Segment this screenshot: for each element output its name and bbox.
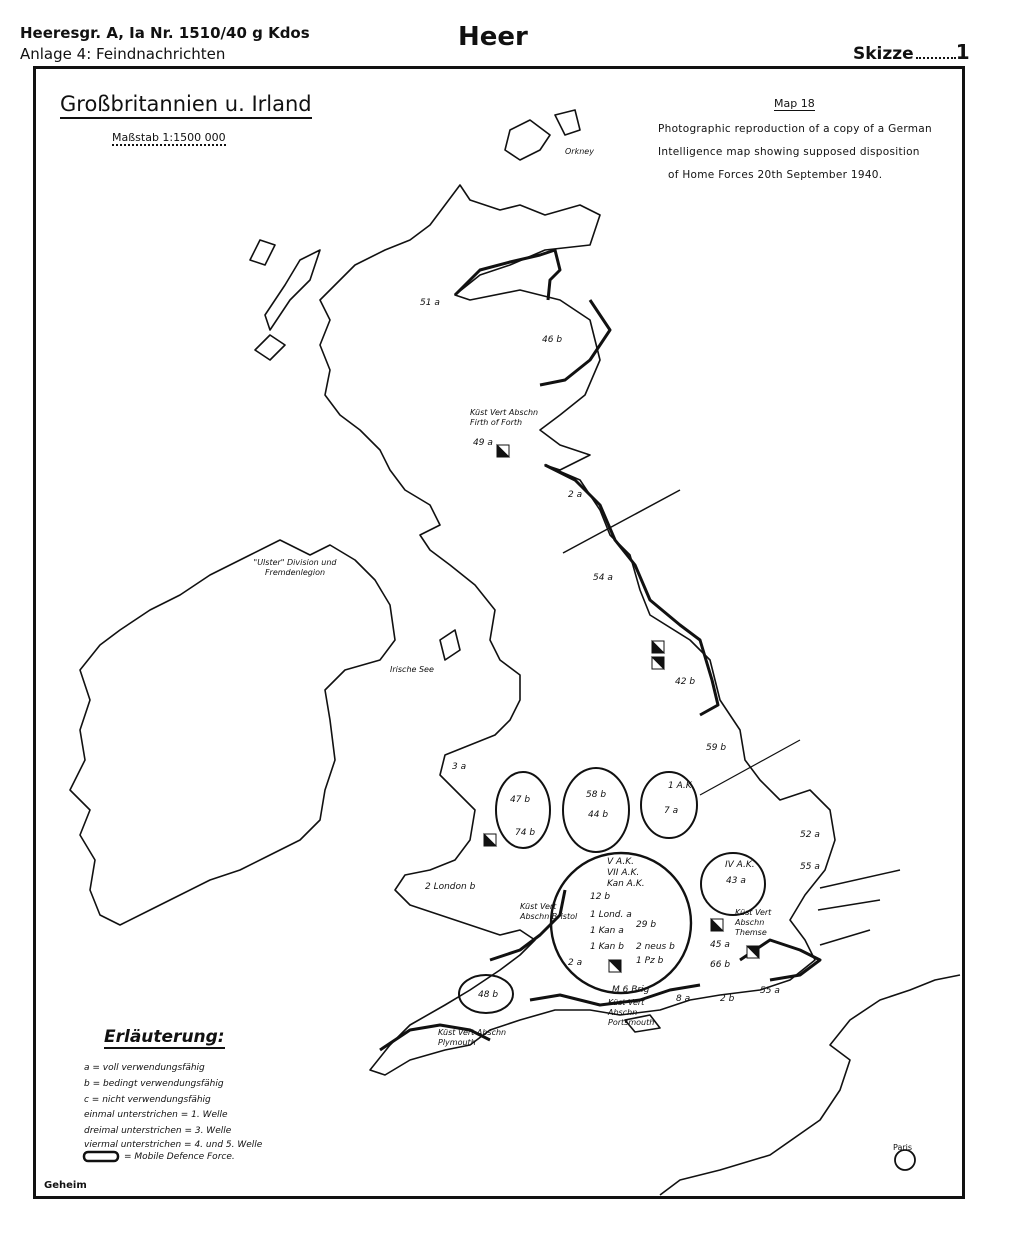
unit-label: 2 b	[720, 994, 735, 1004]
unit-label: 1 Kan b	[590, 942, 624, 952]
unit-label: 1 Lond. a	[590, 910, 632, 920]
map-title: Großbritannien u. Irland	[60, 92, 312, 119]
sketch-label-text: Skizze	[853, 44, 914, 64]
unit-label: 2 a	[568, 490, 583, 500]
unit-label: 66 b	[710, 960, 731, 970]
place-portsmouth: Küst Vert Abschn Portsmouth	[608, 998, 655, 1027]
unit-label: 52 a	[800, 830, 820, 840]
legend-item: einmal unterstrichen = 1. Welle	[84, 1110, 228, 1120]
unit-label: 48 b	[478, 990, 499, 1000]
unit-label: M 6 Brig	[612, 985, 650, 995]
map-number: Map 18	[774, 97, 815, 110]
unit-label: 46 b	[542, 335, 563, 345]
unit-label: 55 a	[800, 862, 820, 872]
note-line: Intelligence map showing supposed disposition	[658, 146, 920, 158]
place-bristol: Küst Vert Abschn Bristol	[520, 902, 578, 921]
unit-label: 7 a	[664, 806, 679, 816]
place-paris: Paris	[893, 1143, 913, 1152]
paris-marker	[895, 1150, 915, 1170]
unit-label: 58 b	[586, 790, 607, 800]
unit-label: 1 Pz b	[636, 956, 664, 966]
sketch-number: 1	[955, 40, 970, 64]
unit-label: 43 a	[726, 876, 746, 886]
legend-item: b = bedingt verwendungsfähig	[84, 1079, 224, 1089]
hebrides	[265, 250, 320, 330]
great-britain-coast	[320, 185, 835, 1075]
unit-label: 49 a	[473, 438, 493, 448]
unit-label: 45 a	[710, 940, 730, 950]
unit-label: 44 b	[588, 810, 609, 820]
place-irish-sea: Irische See	[390, 665, 434, 674]
place-thames: Küst Vert Abschn Themse	[735, 908, 772, 937]
unit-label: 2 neus b	[636, 942, 675, 952]
unit-label: 1 A.K.	[668, 781, 695, 791]
legend-item: a = voll verwendungsfähig	[84, 1063, 205, 1073]
legend-item: = Mobile Defence Force.	[124, 1152, 235, 1162]
document-reference: Heeresgr. A, Ia Nr. 1510/40 g Kdos	[20, 24, 310, 42]
unit-label: 8 a	[676, 994, 691, 1004]
unit-label: 29 b	[636, 920, 657, 930]
service-label: Heer	[458, 22, 528, 52]
unit-label: VII A.K.	[607, 868, 640, 878]
place-plymouth: Küst Vert Abschn Plymouth	[438, 1028, 507, 1047]
place-orkney: Orkney	[565, 147, 594, 156]
place-ulster: "Ulster" Division und Fremdenlegion	[253, 558, 337, 577]
legend-item: c = nicht verwendungsfähig	[84, 1095, 211, 1105]
unit-label: V A.K.	[607, 857, 634, 867]
unit-label: 42 b	[675, 677, 696, 687]
classification-stamp: Geheim	[44, 1180, 87, 1191]
isle-of-man	[440, 630, 460, 660]
unit-label: 12 b	[590, 892, 611, 902]
map-scale: Maßstab 1:1500 000	[112, 131, 226, 144]
orkney-islands	[505, 120, 550, 160]
note-line: of Home Forces 20th September 1940.	[668, 169, 883, 181]
unit-label: 59 b	[706, 743, 727, 753]
legend-mdf-symbol	[84, 1152, 118, 1161]
unit-label: 51 a	[420, 298, 440, 308]
legend-item: viermal unterstrichen = 4. und 5. Welle	[84, 1140, 263, 1150]
unit-label: 2 a	[568, 958, 583, 968]
legend-item: dreimal unterstrichen = 3. Welle	[84, 1126, 232, 1136]
unit-label: 54 a	[593, 573, 613, 583]
unit-label: 74 b	[515, 828, 536, 838]
unit-label: 3 a	[452, 762, 467, 772]
unit-label: Kan A.K.	[607, 879, 645, 889]
note-line: Photographic reproduction of a copy of a German	[658, 123, 933, 135]
unit-label: 47 b	[510, 795, 531, 805]
unit-label: 55 a	[760, 986, 780, 996]
ireland-coast	[70, 540, 395, 925]
legend-title: Erläuterung:	[104, 1027, 225, 1047]
unit-label: 1 Kan a	[590, 926, 624, 936]
place-firth-of-forth: Küst Vert Abschn Firth of Forth	[470, 408, 539, 427]
unit-label: 2 London b	[425, 882, 476, 892]
unit-label: IV A.K.	[725, 860, 755, 870]
document-annex: Anlage 4: Feindnachrichten	[20, 45, 226, 63]
